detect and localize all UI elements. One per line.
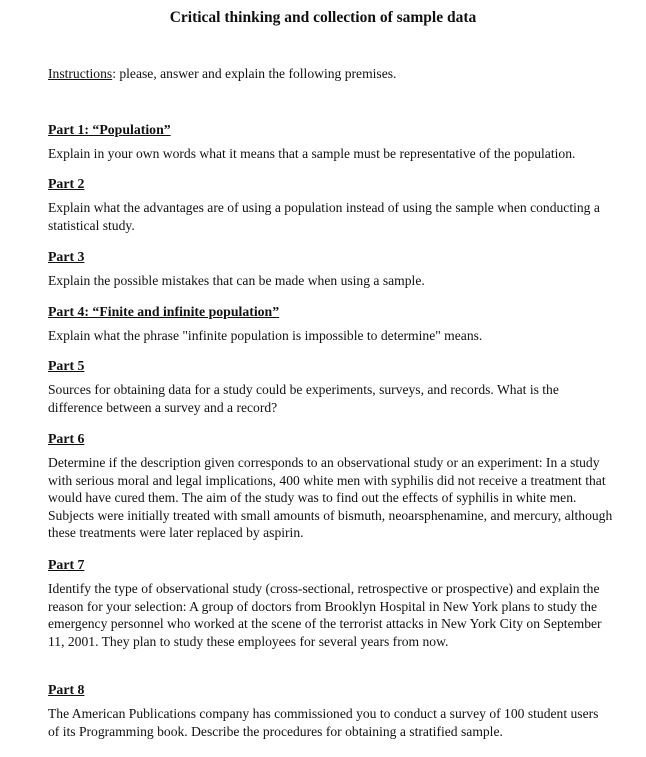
part-5-text: Sources for obtaining data for a study could be experiments, surveys, and records. What is the difference between a survey and a record? <box>48 382 559 415</box>
part-7-heading: Part 7 <box>48 557 85 572</box>
instructions-line <box>48 66 396 82</box>
part-6 <box>48 430 613 542</box>
part-6-heading: Part 6 <box>48 431 85 446</box>
part-2 <box>48 175 613 234</box>
document-title: Critical thinking and collection of sample data <box>169 9 477 26</box>
part-1 <box>48 121 613 163</box>
part-8-text: The American Publications company has commissioned you to conduct a survey of 100 student users of its Programming book. Describe the procedures for obtaining a stratified sample. <box>48 706 599 739</box>
part-8 <box>48 681 613 740</box>
part-2-text: Explain what the advantages are of using a population instead of using the sample when conducting a statistical study. <box>48 200 600 233</box>
part-3-text: Explain the possible mistakes that can be made when using a sample. <box>48 273 425 288</box>
instructions-text: : please, answer and explain the following premises. <box>112 66 397 81</box>
part-1-heading: Part 1: “Population” <box>48 122 171 137</box>
part-1-text: Explain in your own words what it means that a sample must be representative of the population. <box>48 146 576 161</box>
part-3-heading: Part 3 <box>48 249 85 264</box>
part-4-text: Explain what the phrase "infinite population is impossible to determine" means. <box>48 328 483 343</box>
part-5 <box>48 357 613 416</box>
part-5-heading: Part 5 <box>48 358 85 373</box>
instructions-label: Instructions <box>48 66 113 81</box>
part-6-text: Determine if the description given corresponds to an observational study or an experiment: In a study with serious moral and legal implications, 400 white men with syphilis did not receive a treatment that would have cured them. The aim of the study was to find out the effects of syphilis in white men. Subjects were initially treated with small amounts of bismuth, neoarsphenamine, and mercury, although these treatments were later replaced by aspirin. <box>48 455 613 540</box>
part-8-heading: Part 8 <box>48 682 85 697</box>
part-7 <box>48 556 613 650</box>
part-4 <box>48 303 613 345</box>
part-4-heading: Part 4: “Finite and infinite population” <box>48 304 280 319</box>
part-2-heading: Part 2 <box>48 176 85 191</box>
part-3 <box>48 248 613 290</box>
part-7-text: Identify the type of observational study (cross-sectional, retrospective or prospective) and explain the reason for your selection: A group of doctors from Brooklyn Hospital in New York plans to study the emergency personnel who worked at the scene of the terrorist attacks in New York City on September 11, 2001. They plan to study these employees for several years from now. <box>48 581 602 649</box>
